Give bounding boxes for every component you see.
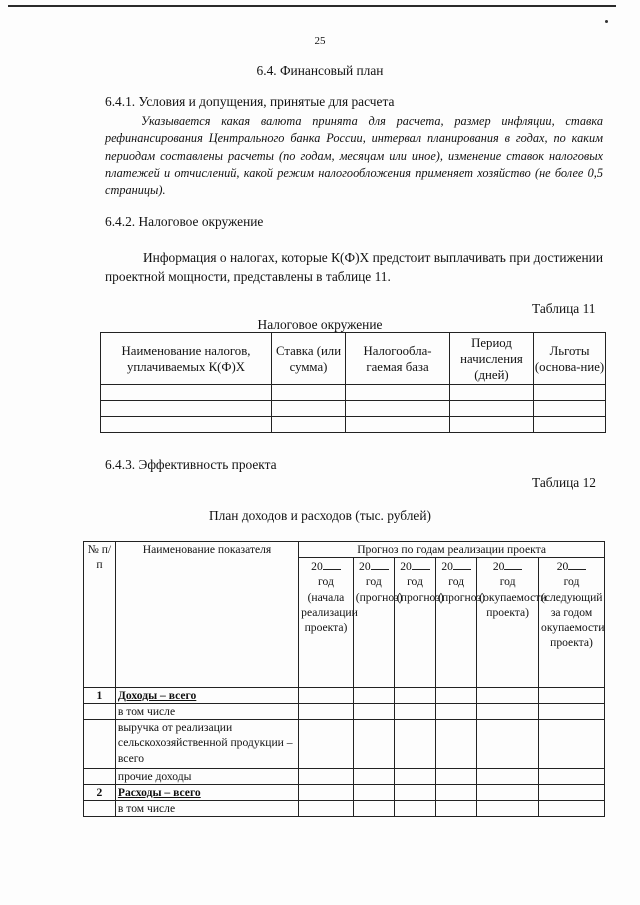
table12-caption: Таблица 12	[532, 475, 596, 490]
row-number: 1	[84, 688, 116, 704]
year-header: 20 год (следующий за годом окупаемости проекта)	[539, 558, 605, 688]
table-row	[101, 385, 606, 401]
row-number: 2	[84, 785, 116, 801]
scan-dot	[605, 20, 608, 23]
year-header: 20 год (окупаемости проекта)	[477, 558, 539, 688]
table-row	[84, 704, 605, 720]
table-header-cell: Ставка (или сумма)	[272, 333, 346, 385]
year-header: 20 год (прогноз)	[353, 558, 394, 688]
table11-caption: Таблица 11	[532, 301, 596, 316]
subsection-641-heading: 6.4.1. Условия и допущения, принятые для расчета	[105, 94, 395, 109]
subsection-641-body: Указывается какая валюта принята для расчета, размер инфляции, ставка рефинансирования Центрального банка России, интервал планирования в годах, по каким периодам составлены расчеты (по годам, месяцам или иное), изменение ставок налоговых платежей и отчислений, какой режим налогообложения применяет хозяйство (не более 0,5 страницы).	[105, 114, 603, 198]
forecast-header: Прогноз по годам реализации проекта	[299, 542, 605, 558]
row-label: выручка от реализации сельскохозяйственной продукции – всего	[115, 720, 298, 769]
year-header: 20 год (прогноз)	[394, 558, 435, 688]
top-rule	[8, 5, 616, 7]
table-row	[84, 720, 605, 769]
income-expense-table	[83, 541, 605, 817]
table-header-cell: Льготы (основа-ние)	[534, 333, 606, 385]
row-label: в том числе	[115, 801, 298, 817]
col-name-header: Наименование показателя	[115, 542, 298, 688]
table-row	[84, 801, 605, 817]
table-header-cell: Период начисления (дней)	[450, 333, 534, 385]
table12-title: План доходов и расходов (тыс. рублей)	[209, 508, 431, 523]
subsection-643-heading: 6.4.3. Эффективность проекта	[105, 457, 277, 472]
subsection-642-heading: 6.4.2. Налоговое окружение	[105, 214, 264, 229]
table-header-cell: Налогообла-гаемая база	[346, 333, 450, 385]
page-number: 25	[314, 35, 326, 47]
section-title: 6.4. Финансовый план	[256, 63, 384, 78]
table-header-cell: Наименование налогов, уплачиваемых К(Ф)Х	[101, 333, 272, 385]
table-row	[84, 688, 605, 704]
col-number-header: № п/п	[84, 542, 116, 688]
tax-table	[100, 332, 606, 433]
subsection-642-body: Информация о налогах, которые К(Ф)Х предстоит выплачивать при достижении проектной мощности, представлены в таблице 11.	[105, 250, 603, 284]
year-header: 20 год (начала реализации проекта)	[299, 558, 354, 688]
table11-title: Налоговое окружение	[257, 317, 383, 332]
table-row	[84, 785, 605, 801]
row-label: в том числе	[115, 704, 298, 720]
row-label: Расходы – всего	[115, 785, 298, 801]
table-row	[101, 417, 606, 433]
row-label: Доходы – всего	[115, 688, 298, 704]
row-label: прочие доходы	[115, 769, 298, 785]
year-header: 20 год (прогноз)	[436, 558, 477, 688]
table-header-row	[101, 333, 606, 385]
table-row	[84, 769, 605, 785]
table-row	[101, 401, 606, 417]
